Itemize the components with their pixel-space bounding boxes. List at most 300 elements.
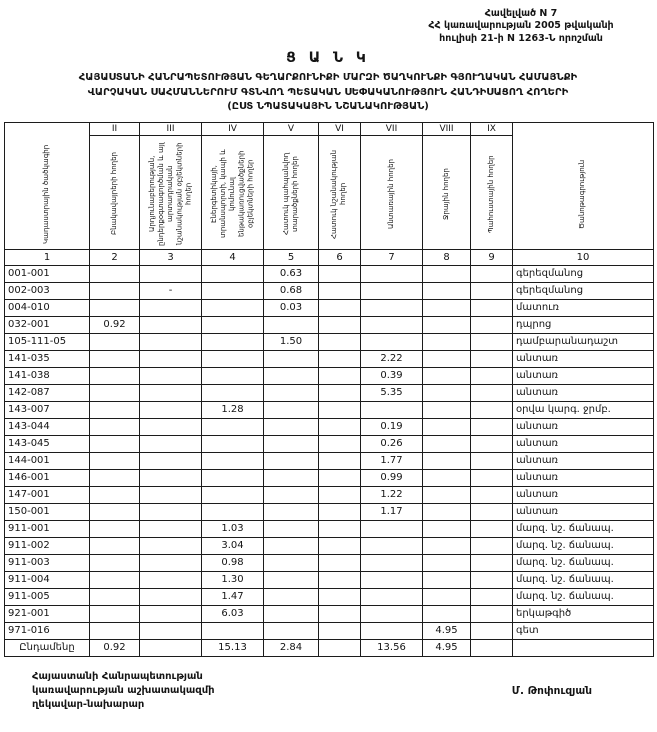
signature-block [4, 670, 652, 712]
area-value-cell [319, 282, 361, 299]
cadastral-code-cell: 911-003 [5, 554, 90, 571]
table-row [5, 605, 654, 622]
note-cell: անտառ [513, 503, 654, 520]
area-value-cell [319, 452, 361, 469]
area-value-cell [471, 384, 513, 401]
area-value-cell [471, 316, 513, 333]
column-header-label: Հատուկ պահպանվող տարածքների հողեր [281, 152, 299, 235]
column-header-label: Անտառային հողեր [386, 158, 395, 229]
area-value-cell: 13.56 [361, 639, 423, 656]
subtitle-line-1: ՀԱՅԱՍՏԱՆԻ ՀԱՆՐԱՊԵՏՈՒԹՅԱՆ ԳԵՂԱՐՔՈՒՆԻՔԻ ՄԱՐԶԻ ԾԱՂԿՈՒՆՔԻ ԳՅՈՒՂԱԿԱՆ ՀԱՄԱՅՆՔԻ [78, 72, 578, 84]
area-value-cell [140, 333, 202, 350]
table-row [5, 350, 654, 367]
area-value-cell [202, 367, 264, 384]
area-value-cell [140, 486, 202, 503]
area-value-cell [361, 622, 423, 639]
area-value-cell [90, 469, 140, 486]
area-value-cell [471, 367, 513, 384]
area-value-cell [90, 418, 140, 435]
area-value-cell [361, 316, 423, 333]
area-value-cell [90, 588, 140, 605]
subtitle-line-2: ՎԱՐՉԱԿԱՆ ՍԱՀՄԱՆՆԵՐՈՒՄ ԳՏՆՎՈՂ ՊԵՏԱԿԱՆ ՍԵՓԱԿԱՆՈՒԹՅՈՒՆ ՀԱՆԴԻՍԱՑՈՂ ՀՈՂԵՐԻ [87, 86, 569, 98]
note-cell: անտառ [513, 486, 654, 503]
roman-numeral-II: II [90, 122, 140, 135]
area-value-cell [202, 503, 264, 520]
roman-numeral-row [5, 122, 654, 135]
cadastral-code-cell: 105-111-05 [5, 333, 90, 350]
area-value-cell [140, 367, 202, 384]
area-value-cell [264, 503, 319, 520]
area-value-cell [471, 554, 513, 571]
column-number: 4 [202, 249, 264, 265]
area-value-cell [264, 554, 319, 571]
note-cell: մարզ. նշ. ճանապ. [513, 520, 654, 537]
area-value-cell: 1.30 [202, 571, 264, 588]
area-value-cell [471, 469, 513, 486]
area-value-cell [319, 639, 361, 656]
note-cell: մարզ. նշ. ճանապ. [513, 588, 654, 605]
area-value-cell [471, 333, 513, 350]
area-value-cell [264, 520, 319, 537]
cadastral-code-cell: 144-001 [5, 452, 90, 469]
area-value-cell [319, 503, 361, 520]
roman-numeral-VII: VII [361, 122, 423, 135]
area-value-cell: 6.03 [202, 605, 264, 622]
area-value-cell: 0.03 [264, 299, 319, 316]
table-row [5, 486, 654, 503]
roman-numeral-VI: VI [319, 122, 361, 135]
signatory-title [32, 670, 215, 712]
table-row [5, 469, 654, 486]
area-value-cell [202, 333, 264, 350]
note-cell [513, 639, 654, 656]
table-row [5, 418, 654, 435]
area-value-cell [202, 384, 264, 401]
area-value-cell [361, 282, 423, 299]
column-number: 7 [361, 249, 423, 265]
area-value-cell [423, 486, 471, 503]
table-body [5, 265, 654, 656]
column-number: 2 [90, 249, 140, 265]
document-title: Ց Ա Ն Կ [286, 50, 370, 67]
area-value-cell [264, 350, 319, 367]
area-value-cell [471, 401, 513, 418]
note-cell: գետ [513, 622, 654, 639]
area-value-cell [423, 571, 471, 588]
area-value-cell [423, 605, 471, 622]
area-value-cell: 1.03 [202, 520, 264, 537]
area-value-cell [90, 367, 140, 384]
signatory-name: Մ. Թոփուզյան [511, 684, 592, 697]
area-value-cell [471, 350, 513, 367]
cadastral-code-cell: 143-045 [5, 435, 90, 452]
area-value-cell: 15.13 [202, 639, 264, 656]
note-cell: անտառ [513, 367, 654, 384]
cadastral-code-cell: 911-005 [5, 588, 90, 605]
column-header-label: Ծանոթագրություն [578, 158, 587, 229]
area-value-cell [423, 316, 471, 333]
area-value-cell [90, 554, 140, 571]
area-value-cell [140, 588, 202, 605]
column-number: 1 [5, 249, 90, 265]
table-row [5, 299, 654, 316]
area-value-cell [319, 588, 361, 605]
area-value-cell [319, 350, 361, 367]
area-value-cell [361, 571, 423, 588]
area-value-cell [140, 469, 202, 486]
area-value-cell [471, 622, 513, 639]
note-cell: դամբարանադաշտ [513, 333, 654, 350]
area-value-cell [90, 537, 140, 554]
area-value-cell [319, 537, 361, 554]
roman-numeral-IV: IV [202, 122, 264, 135]
area-value-cell [471, 299, 513, 316]
area-value-cell [140, 503, 202, 520]
area-value-cell: 0.63 [264, 265, 319, 282]
cadastral-code-cell: 141-038 [5, 367, 90, 384]
area-value-cell [140, 622, 202, 639]
table-row [5, 554, 654, 571]
area-value-cell [202, 435, 264, 452]
area-value-cell [423, 537, 471, 554]
column-header-label: Արդյունաբերության, ընդերքօգտագործման և այլ արտադրական նշանակության օբյեկտների հողեր [147, 141, 193, 246]
area-value-cell: - [140, 282, 202, 299]
area-value-cell [90, 452, 140, 469]
area-value-cell [264, 384, 319, 401]
cadastral-code-cell: 001-001 [5, 265, 90, 282]
appendix-block [396, 8, 646, 45]
area-value-cell [423, 367, 471, 384]
appendix-line-1: Հավելված N 7 [484, 8, 558, 19]
area-value-cell [140, 639, 202, 656]
note-cell: անտառ [513, 435, 654, 452]
area-value-cell: 1.28 [202, 401, 264, 418]
area-value-cell [319, 571, 361, 588]
area-value-cell [90, 520, 140, 537]
area-value-cell: 1.22 [361, 486, 423, 503]
area-value-cell [423, 503, 471, 520]
area-value-cell: 4.95 [423, 622, 471, 639]
area-value-cell [423, 265, 471, 282]
area-value-cell [90, 486, 140, 503]
area-value-cell: 1.77 [361, 452, 423, 469]
area-value-cell [471, 503, 513, 520]
column-number: 10 [513, 249, 654, 265]
area-value-cell [471, 452, 513, 469]
area-value-cell [140, 520, 202, 537]
area-value-cell [423, 333, 471, 350]
area-value-cell [264, 367, 319, 384]
area-value-cell [140, 571, 202, 588]
area-value-cell: 0.19 [361, 418, 423, 435]
area-value-cell [471, 282, 513, 299]
area-value-cell [471, 588, 513, 605]
area-value-cell: 1.47 [202, 588, 264, 605]
header-settlement-lands [90, 135, 140, 249]
area-value-cell [202, 622, 264, 639]
column-header-label: Պահուստային հողեր [486, 154, 495, 233]
area-value-cell [264, 435, 319, 452]
note-cell: անտառ [513, 418, 654, 435]
area-value-cell [361, 401, 423, 418]
area-value-cell [471, 571, 513, 588]
area-value-cell [90, 435, 140, 452]
area-value-cell [264, 486, 319, 503]
column-header-label: Բնակավայրերի հողեր [109, 152, 118, 236]
area-value-cell [90, 622, 140, 639]
area-value-cell: 1.17 [361, 503, 423, 520]
area-value-cell [319, 418, 361, 435]
cadastral-code-cell: 004-010 [5, 299, 90, 316]
area-value-cell [140, 537, 202, 554]
area-value-cell [471, 537, 513, 554]
cadastral-code-cell: 146-001 [5, 469, 90, 486]
appendix-line-2: ՀՀ կառավարության 2005 թվականի [428, 20, 614, 32]
header-industrial-lands [140, 135, 202, 249]
area-value-cell [264, 316, 319, 333]
area-value-cell [264, 588, 319, 605]
header-infrastructure-lands [202, 135, 264, 249]
area-value-cell [319, 299, 361, 316]
table-row [5, 367, 654, 384]
document-subtitle [4, 71, 652, 115]
area-value-cell [319, 520, 361, 537]
area-value-cell [264, 452, 319, 469]
column-number: 8 [423, 249, 471, 265]
area-value-cell [90, 265, 140, 282]
area-value-cell [202, 350, 264, 367]
area-value-cell [319, 622, 361, 639]
subtitle-line-3: (ԸՍՏ ՆՊԱՏԱԿԱՅԻՆ ՆՇԱՆԱԿՈՒԹՅԱՆ) [227, 101, 429, 113]
area-value-cell [140, 418, 202, 435]
note-cell: մատուռ [513, 299, 654, 316]
area-value-cell [319, 265, 361, 282]
area-value-cell [90, 350, 140, 367]
area-value-cell [140, 554, 202, 571]
area-value-cell [140, 299, 202, 316]
area-value-cell [423, 452, 471, 469]
land-parcels-table [4, 122, 654, 657]
area-value-cell [423, 282, 471, 299]
appendix-line-3: հուլիսի 21-ի N 1263-Ն որոշման [439, 32, 603, 44]
note-cell: դպրոց [513, 316, 654, 333]
column-number: 5 [264, 249, 319, 265]
area-value-cell: 0.99 [361, 469, 423, 486]
signatory-line-1: Հայաստանի Հանրապետության [32, 670, 203, 682]
area-value-cell [90, 571, 140, 588]
cadastral-code-cell: 142-087 [5, 384, 90, 401]
table-row [5, 401, 654, 418]
area-value-cell [202, 299, 264, 316]
cadastral-code-cell: 002-003 [5, 282, 90, 299]
area-value-cell [423, 401, 471, 418]
column-header-label: Ջրային հողեր [441, 167, 450, 220]
area-value-cell [319, 486, 361, 503]
table-row [5, 282, 654, 299]
area-value-cell [202, 282, 264, 299]
area-value-cell [140, 435, 202, 452]
area-value-cell [423, 350, 471, 367]
signatory-line-3: ղեկավար-նախարար [32, 698, 145, 710]
note-cell: անտառ [513, 452, 654, 469]
roman-numeral-IX: IX [471, 122, 513, 135]
area-value-cell [423, 588, 471, 605]
area-value-cell [319, 469, 361, 486]
table-row [5, 571, 654, 588]
area-value-cell [202, 265, 264, 282]
note-cell: անտառ [513, 350, 654, 367]
area-value-cell [264, 469, 319, 486]
header-forest-lands [361, 135, 423, 249]
cadastral-code-cell: 141-035 [5, 350, 90, 367]
column-number: 9 [471, 249, 513, 265]
area-value-cell [90, 605, 140, 622]
header-protected-lands [264, 135, 319, 249]
header-water-lands [423, 135, 471, 249]
area-value-cell [319, 367, 361, 384]
table-row [5, 520, 654, 537]
cadastral-code-cell: 971-016 [5, 622, 90, 639]
area-value-cell [202, 486, 264, 503]
area-value-cell [361, 333, 423, 350]
table-row [5, 622, 654, 639]
column-number-row [5, 249, 654, 265]
area-value-cell [423, 435, 471, 452]
area-value-cell: 0.68 [264, 282, 319, 299]
roman-numeral-VIII: VIII [423, 122, 471, 135]
cadastral-code-cell: 911-001 [5, 520, 90, 537]
area-value-cell [202, 316, 264, 333]
cadastral-code-cell: 911-002 [5, 537, 90, 554]
area-value-cell [90, 282, 140, 299]
area-value-cell [471, 520, 513, 537]
note-cell: մարզ. նշ. ճանապ. [513, 537, 654, 554]
area-value-cell [202, 469, 264, 486]
area-value-cell: 2.84 [264, 639, 319, 656]
area-value-cell [423, 520, 471, 537]
area-value-cell [90, 503, 140, 520]
area-value-cell [202, 452, 264, 469]
table-row [5, 316, 654, 333]
area-value-cell [361, 554, 423, 571]
area-value-cell [361, 520, 423, 537]
area-value-cell [471, 486, 513, 503]
area-value-cell [319, 605, 361, 622]
area-value-cell [264, 401, 319, 418]
area-value-cell: 0.39 [361, 367, 423, 384]
area-value-cell [361, 299, 423, 316]
cadastral-code-cell: 032-001 [5, 316, 90, 333]
area-value-cell [264, 418, 319, 435]
note-cell: անտառ [513, 469, 654, 486]
cadastral-code-cell: 921-001 [5, 605, 90, 622]
area-value-cell [471, 265, 513, 282]
cadastral-code-cell: 143-044 [5, 418, 90, 435]
table-row [5, 588, 654, 605]
area-value-cell [140, 401, 202, 418]
area-value-cell [90, 401, 140, 418]
area-value-cell [264, 571, 319, 588]
cadastral-code-cell: 147-001 [5, 486, 90, 503]
area-value-cell [140, 384, 202, 401]
header-reserve-lands [471, 135, 513, 249]
header-cadastral-code [5, 122, 90, 249]
table-row [5, 435, 654, 452]
area-value-cell: 0.92 [90, 316, 140, 333]
area-value-cell: 4.95 [423, 639, 471, 656]
area-value-cell [471, 639, 513, 656]
column-header-label: Էներգետիկայի, տրանսպորտի, կապի և կոմունալ ենթակառուցվածքների օբյեկտների հողեր [209, 149, 255, 238]
area-value-cell [361, 265, 423, 282]
area-value-cell: 3.04 [202, 537, 264, 554]
area-value-cell [90, 333, 140, 350]
roman-numeral-V: V [264, 122, 319, 135]
header-note [513, 122, 654, 249]
area-value-cell [471, 418, 513, 435]
column-number: 6 [319, 249, 361, 265]
table-row [5, 265, 654, 282]
area-value-cell [264, 622, 319, 639]
column-number: 3 [140, 249, 202, 265]
area-value-cell [140, 452, 202, 469]
signatory-line-2: կառավարության աշխատակազմի [32, 684, 215, 696]
area-value-cell [264, 537, 319, 554]
total-label-cell: Ընդամենը [5, 639, 90, 656]
area-value-cell [319, 384, 361, 401]
area-value-cell [423, 299, 471, 316]
area-value-cell [319, 401, 361, 418]
area-value-cell: 0.26 [361, 435, 423, 452]
area-value-cell [471, 435, 513, 452]
area-value-cell: 5.35 [361, 384, 423, 401]
table-row [5, 503, 654, 520]
cadastral-code-cell: 911-004 [5, 571, 90, 588]
area-value-cell [423, 418, 471, 435]
area-value-cell [319, 554, 361, 571]
note-cell: գերեզմանոց [513, 282, 654, 299]
column-header-label: Կադաստրային ծածկագիր [42, 143, 51, 244]
table-row [5, 452, 654, 469]
area-value-cell [140, 316, 202, 333]
area-value-cell [202, 418, 264, 435]
table-row [5, 333, 654, 350]
table-row [5, 384, 654, 401]
area-value-cell [361, 537, 423, 554]
area-value-cell [319, 435, 361, 452]
area-value-cell [140, 605, 202, 622]
area-value-cell [319, 316, 361, 333]
area-value-cell [361, 588, 423, 605]
area-value-cell [264, 605, 319, 622]
area-value-cell: 1.50 [264, 333, 319, 350]
cadastral-code-cell: 150-001 [5, 503, 90, 520]
roman-numeral-III: III [140, 122, 202, 135]
note-cell: օրվա կարգ. ջրմբ. [513, 401, 654, 418]
cadastral-code-cell: 143-007 [5, 401, 90, 418]
area-value-cell [423, 384, 471, 401]
note-cell: անտառ [513, 384, 654, 401]
area-value-cell [423, 469, 471, 486]
area-value-cell: 0.98 [202, 554, 264, 571]
area-value-cell [361, 605, 423, 622]
area-value-cell: 0.92 [90, 639, 140, 656]
area-value-cell [319, 333, 361, 350]
header-special-purpose-lands [319, 135, 361, 249]
area-value-cell: 2.22 [361, 350, 423, 367]
table-row [5, 537, 654, 554]
area-value-cell [471, 605, 513, 622]
note-cell: երկաթգիծ [513, 605, 654, 622]
